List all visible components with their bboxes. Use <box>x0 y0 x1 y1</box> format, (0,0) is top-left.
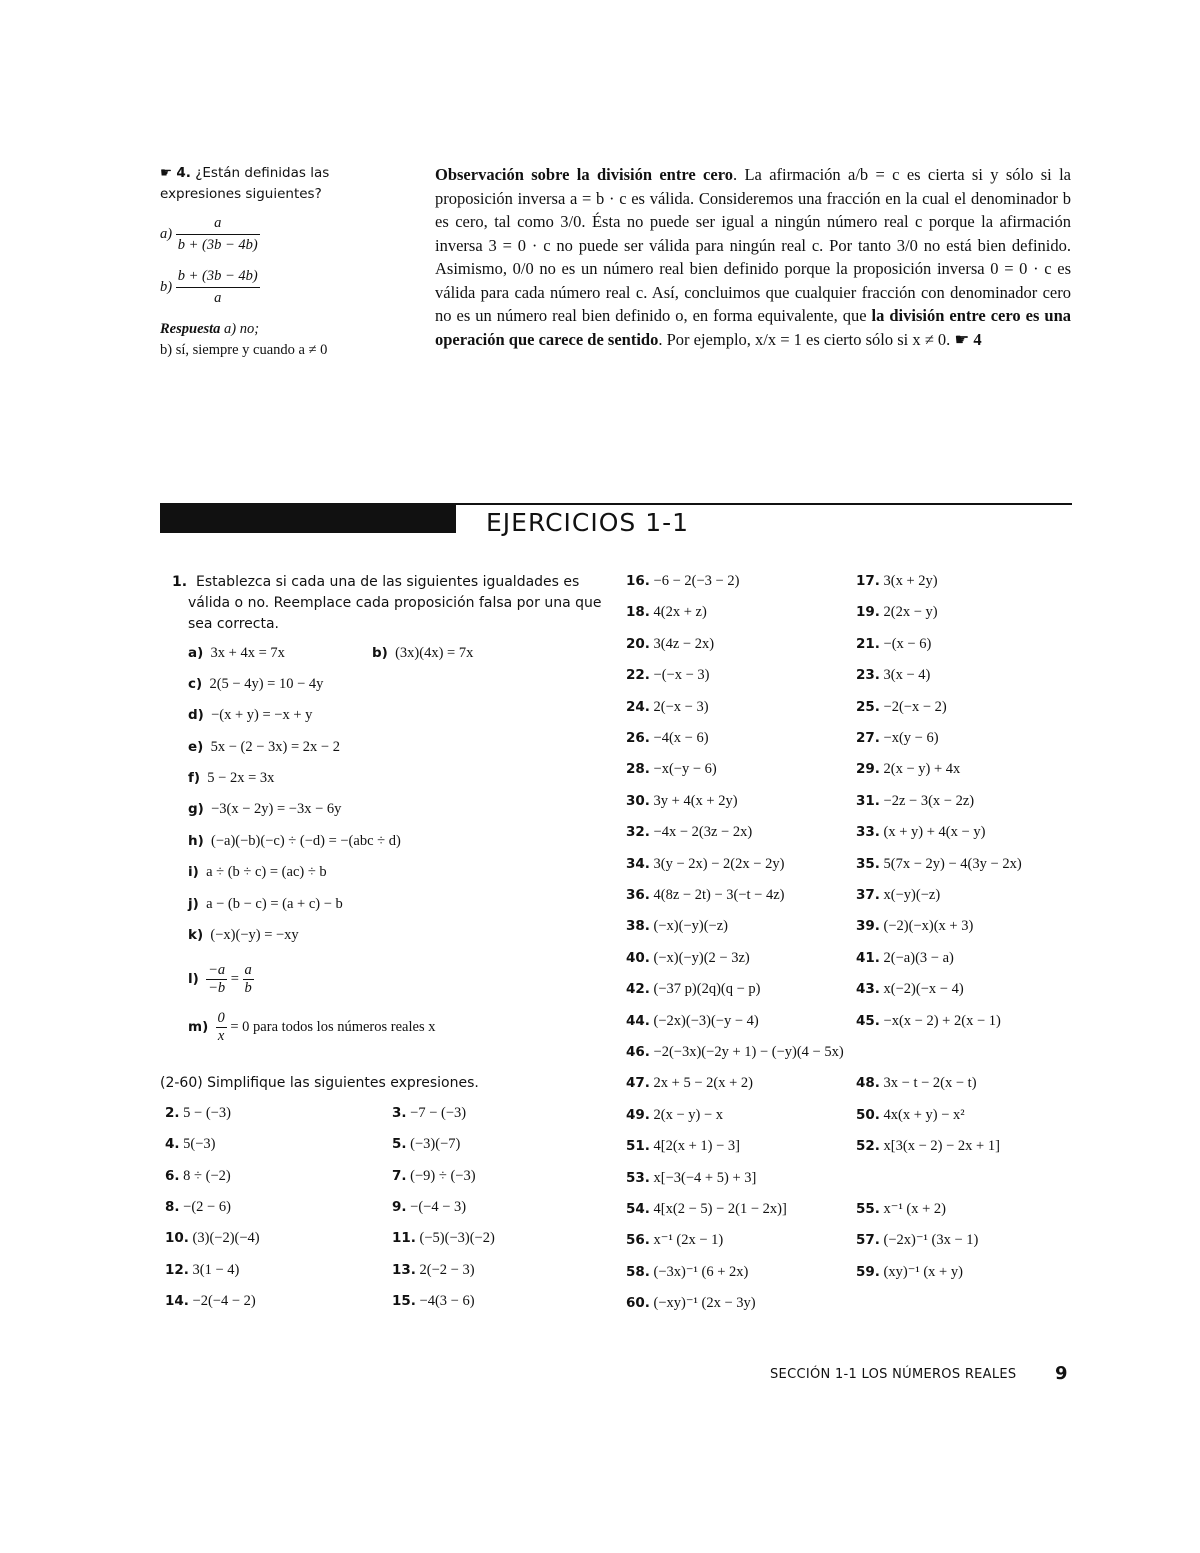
exercise-expression: −2(−x − 2) <box>883 698 947 715</box>
item-label: l) <box>188 970 199 987</box>
exercise-1-item <box>188 770 274 787</box>
exercise-1-item <box>188 927 299 944</box>
margin-note <box>160 163 410 361</box>
numerator: a <box>244 962 252 978</box>
exercise-number: 23. <box>856 667 880 684</box>
item-label: e) <box>188 739 204 755</box>
exercise-number: 34. <box>626 855 650 872</box>
exercise-expression: x⁻¹ (2x − 1) <box>653 1232 724 1249</box>
fraction: $\frac{b + (3b - 4b)}{a}$ <box>177 268 258 306</box>
exercise-item <box>856 1107 965 1124</box>
exercise-number: 7. <box>392 1167 407 1184</box>
exercise-expression: 2(x − y) − x <box>653 1106 724 1123</box>
exercise-item <box>626 887 785 904</box>
exercise-item <box>856 573 938 590</box>
exercise-item <box>626 918 728 935</box>
fraction <box>216 1010 227 1045</box>
exercise-expression: −x(y − 6) <box>883 730 939 746</box>
exercise-1: 1. Establezca si cada una de las siguientes igualdades es válida o no. Reemplace cada proposición falsa por una que sea correcta. <box>172 574 602 632</box>
exercise-expression: −(2 − 6) <box>183 1198 231 1215</box>
exercise-number: 43. <box>856 981 880 998</box>
exercise-expression: 2(2x − y) <box>883 604 938 621</box>
exercise-number: 50. <box>856 1106 880 1123</box>
pointing-hand-icon: ☛ <box>160 165 173 181</box>
exercise-item <box>626 636 714 653</box>
exercise-item <box>856 1138 1000 1155</box>
exercise-expression: 5(7x − 2y) − 4(3y − 2x) <box>883 855 1022 872</box>
observation-paragraph: Observación sobre la división entre cero. La afirmación a/b = c es cierta si y sólo si la proposición inversa a = b · c es válida. Consideremos una fracción en la cual el denominador b es cero, tal como 3/0. Ésta no puede ser igual a ningún número real c porque la afirmación inversa 3 = 0 · c no puede ser válida para ningún real c. Por tanto 3/0 no está bien definido. Asimismo, 0/0 no es un número real bien definido porque la proposición inversa 0 = 0 · c es válida para cada número real c. Así, concluimos que cualquier fracción con denominador cero no es un número real bien definido o, en forma equivalente, que la división entre cero es una operación que carece de sentido. Por ejemplo, x/x = 1 es cierto sólo si x ≠ 0. ☛ 4 <box>435 165 1071 349</box>
exercise-item <box>392 1230 495 1247</box>
exercise-expression: 5 − (−3) <box>183 1105 231 1121</box>
exercise-item <box>856 1075 977 1092</box>
section-bar <box>160 505 456 533</box>
exercise-number: 24. <box>626 698 650 715</box>
exercise-number: 18. <box>626 604 650 621</box>
exercise-item <box>626 1075 753 1092</box>
exercise-item <box>392 1105 466 1122</box>
exercise-item <box>626 824 752 841</box>
margin-note-answer-b: b) sí, siempre y cuando a ≠ 0 <box>160 342 328 358</box>
exercise-item <box>856 730 939 747</box>
exercise-item <box>856 1013 1001 1030</box>
exercise-item <box>856 856 1022 873</box>
exercise-item <box>626 793 738 810</box>
exercise-expression: −x(−y − 6) <box>653 761 717 778</box>
exercise-expression: −2(−4 − 2) <box>192 1292 256 1309</box>
exercise-item <box>856 636 931 653</box>
item-text: 2(5 − 4y) = 10 − 4y <box>209 676 324 692</box>
item-text: 5x − (2 − 3x) = 2x − 2 <box>210 739 340 755</box>
exercise-number: 26. <box>626 730 650 746</box>
exercise-expression: (−3x)⁻¹ (6 + 2x) <box>653 1263 749 1280</box>
exercise-number: 3. <box>392 1105 407 1121</box>
denominator: b <box>244 980 252 996</box>
exercise-expression: −(−4 − 3) <box>410 1198 467 1215</box>
exercise-item <box>626 856 784 873</box>
exercise-1-item <box>188 801 341 818</box>
exercise-item <box>626 1138 740 1155</box>
item-text: a − (b − c) = (a + c) − b <box>206 896 343 912</box>
exercise-item <box>165 1199 231 1216</box>
exercise-expression: 2(−2 − 3) <box>419 1261 475 1278</box>
exercise-item <box>626 604 707 621</box>
exercise-expression: (−9) ÷ (−3) <box>410 1167 476 1184</box>
exercise-number: 59. <box>856 1263 880 1280</box>
exercise-item <box>856 950 954 967</box>
exercise-number: 16. <box>626 573 650 589</box>
exercise-expression: −2(−3x)(−2y + 1) − (−y)(4 − 5x) <box>653 1044 844 1060</box>
exercise-item <box>856 981 964 998</box>
exercise-item <box>856 887 940 904</box>
item-label: j) <box>188 896 199 912</box>
page-number: 9 <box>1055 1363 1068 1384</box>
item-text: (−a)(−b)(−c) ÷ (−d) = −(abc ÷ d) <box>211 833 401 849</box>
exercise-expression: x⁻¹ (x + 2) <box>883 1201 947 1217</box>
exercise-expression: (xy)⁻¹ (x + y) <box>883 1263 963 1280</box>
exercise-number: 4. <box>165 1136 180 1153</box>
fraction <box>243 962 254 997</box>
exercise-expression: 3(y − 2x) − 2(2x − 2y) <box>653 855 785 872</box>
exercise-number: 60. <box>626 1295 650 1312</box>
exercise-item <box>165 1262 239 1279</box>
exercise-expression: −(−x − 3) <box>653 667 710 684</box>
exercise-1-item <box>188 676 323 693</box>
numerator: −a <box>208 962 226 978</box>
exercise-expression: (−3)(−7) <box>410 1136 461 1153</box>
item-text: 3x + 4x = 7x <box>210 645 285 661</box>
exercise-expression: (−37 p)(2q)(q − p) <box>653 981 761 998</box>
item-label: h) <box>188 833 204 849</box>
exercise-expression: 3y + 4(x + 2y) <box>653 792 738 809</box>
exercise-expression: (−x)(−y)(2 − 3z) <box>653 949 750 966</box>
exercise-item <box>626 1232 723 1249</box>
exercise-item <box>165 1293 256 1310</box>
exercise-item <box>392 1168 476 1185</box>
exercise-expression: (x + y) + 4(x − y) <box>883 824 986 841</box>
exercise-expression: (−2)(−x)(x + 3) <box>883 918 974 935</box>
item-text: −3(x − 2y) = −3x − 6y <box>211 801 342 817</box>
exercise-expression: 4(2x + z) <box>653 604 707 621</box>
exercise-number: 44. <box>626 1012 650 1029</box>
exercise-1-item <box>188 645 285 662</box>
observation-ref: 4 <box>973 329 982 349</box>
exercise-number: 20. <box>626 635 650 652</box>
exercise-1-item <box>188 864 327 881</box>
item-text: a ÷ (b ÷ c) = (ac) ÷ b <box>206 864 327 880</box>
exercise-number: 13. <box>392 1261 416 1278</box>
exercise-number: 6. <box>165 1167 180 1184</box>
exercise-expression: 4x(x + y) − x² <box>883 1106 965 1123</box>
exercise-number: 38. <box>626 918 650 935</box>
exercise-expression: x(−2)(−x − 4) <box>883 981 964 998</box>
exercise-expression: 4[2(x + 1) − 3] <box>653 1138 740 1155</box>
exercise-number: 58. <box>626 1263 650 1280</box>
item-label: m) <box>188 1018 209 1035</box>
exercise-number: 21. <box>856 635 880 652</box>
exercise-expression: x[−3(−4 + 5) + 3] <box>653 1169 757 1186</box>
margin-note-number: 4. <box>176 165 191 181</box>
item-text: = 0 para todos los números reales x <box>230 1018 436 1035</box>
exercise-number: 57. <box>856 1232 880 1249</box>
fraction: $\frac{a}{b + (3b - 4b)}$ <box>177 215 258 253</box>
exercise-item <box>626 761 717 778</box>
exercise-item <box>626 1170 756 1187</box>
exercise-item <box>856 1201 946 1218</box>
exercise-1-item <box>372 645 473 662</box>
exercise-expression: −4x − 2(3z − 2x) <box>653 824 753 841</box>
fraction <box>206 962 227 997</box>
exercise-number: 11. <box>392 1230 416 1247</box>
exercise-number: 37. <box>856 887 880 903</box>
exercise-expression: 2(−a)(3 − a) <box>883 949 954 966</box>
equals-sign: = <box>230 970 239 987</box>
pointing-hand-icon: ☛ <box>954 329 970 349</box>
exercise-number: 32. <box>626 824 650 841</box>
section-title: EJERCICIOS 1-1 <box>486 508 690 537</box>
exercise-expression: 3(4z − 2x) <box>653 635 715 652</box>
exercise-number: 25. <box>856 698 880 715</box>
item-label: c) <box>188 676 203 692</box>
exercise-expression: 4(8z − 2t) − 3(−t − 4z) <box>653 887 785 903</box>
exercise-1-item <box>188 896 343 913</box>
exercise-expression: 2x + 5 − 2(x + 2) <box>653 1075 753 1092</box>
exercise-expression: 4[x(2 − 5) − 2(1 − 2x)] <box>653 1201 787 1217</box>
exercise-number: 2. <box>165 1105 180 1121</box>
exercise-item <box>626 573 739 590</box>
exercise-expression: −2z − 3(x − 2z) <box>883 792 975 809</box>
item-text: (3x)(4x) = 7x <box>395 645 474 661</box>
margin-note-question: ¿Están definidas las expresiones siguientes? <box>160 165 330 202</box>
exercise-expression: (−2x)⁻¹ (3x − 1) <box>883 1232 979 1249</box>
exercise-number: 10. <box>165 1230 189 1247</box>
exercise-expression: (−x)(−y)(−z) <box>653 918 728 935</box>
exercise-expression: (3)(−2)(−4) <box>192 1230 260 1247</box>
exercise-expression: (−2x)(−3)(−y − 4) <box>653 1012 759 1029</box>
exercise-number: 46. <box>626 1044 650 1060</box>
exercise-expression: 5(−3) <box>183 1136 216 1153</box>
exercise-item <box>626 1201 787 1218</box>
margin-note-b: b) $\frac{b + (3b - 4b)}{a}$ <box>160 266 410 309</box>
exercise-item <box>626 1044 844 1061</box>
exercise-expression: 3(1 − 4) <box>192 1261 240 1278</box>
item-text: (−x)(−y) = −xy <box>210 927 299 943</box>
exercise-item <box>626 699 709 716</box>
exercise-number: 51. <box>626 1138 650 1155</box>
exercise-number: 9. <box>392 1198 407 1215</box>
exercise-number: 30. <box>626 792 650 809</box>
margin-note-a: a) $\frac{a}{b + (3b - 4b)}$ <box>160 213 410 256</box>
denominator: x <box>217 1028 225 1044</box>
exercise-item <box>626 1107 723 1124</box>
exercise-item <box>856 793 974 810</box>
exercise-number: 42. <box>626 981 650 998</box>
exercise-number: 5. <box>392 1136 407 1153</box>
numerator: 0 <box>217 1010 225 1026</box>
exercise-number: 33. <box>856 824 880 841</box>
exercise-1-item <box>188 707 312 724</box>
exercise-expression: (−5)(−3)(−2) <box>419 1230 495 1247</box>
simplify-intro: (2-60) Simplifique las siguientes expresiones. <box>160 1075 479 1091</box>
observation-heading: Observación sobre la división entre cero <box>435 165 733 184</box>
exercise-number: 39. <box>856 918 880 935</box>
exercise-item <box>165 1105 231 1122</box>
margin-note-answer: Respuesta a) no; <box>160 321 260 337</box>
exercise-item <box>392 1199 466 1216</box>
exercise-item <box>626 981 761 998</box>
exercise-item <box>165 1136 216 1153</box>
exercise-number: 22. <box>626 667 650 684</box>
exercise-1-item <box>188 833 401 850</box>
exercise-item <box>392 1293 475 1310</box>
exercise-expression: 3(x + 2y) <box>883 573 938 589</box>
exercise-expression: 3x − t − 2(x − t) <box>883 1075 977 1092</box>
item-label: g) <box>188 801 204 817</box>
item-label: i) <box>188 864 199 880</box>
exercise-number: 54. <box>626 1201 650 1217</box>
denominator: −b <box>208 980 226 996</box>
exercise-expression: 8 ÷ (−2) <box>183 1167 231 1184</box>
exercise-number: 48. <box>856 1075 880 1092</box>
exercise-item <box>856 699 947 716</box>
exercise-number: 55. <box>856 1201 880 1217</box>
exercise-expression: −(x − 6) <box>883 635 932 652</box>
exercise-number: 47. <box>626 1075 650 1092</box>
exercise-item <box>856 1232 978 1249</box>
exercise-number: 53. <box>626 1169 650 1186</box>
exercise-expression: 3(x − 4) <box>883 667 931 684</box>
exercise-item <box>392 1136 460 1153</box>
exercise-item <box>626 730 709 747</box>
exercise-item <box>392 1262 475 1279</box>
exercise-number: 49. <box>626 1106 650 1123</box>
item-text: 5 − 2x = 3x <box>207 770 275 786</box>
exercise-number: 56. <box>626 1232 650 1249</box>
exercise-number: 45. <box>856 1012 880 1029</box>
exercise-item <box>856 824 985 841</box>
exercise-expression: 2(−x − 3) <box>653 698 709 715</box>
exercise-item <box>856 761 960 778</box>
exercise-1-item <box>188 1010 435 1045</box>
exercise-expression: −7 − (−3) <box>410 1105 467 1121</box>
exercise-item <box>856 667 930 684</box>
exercise-number: 28. <box>626 761 650 778</box>
exercise-expression: (−xy)⁻¹ (2x − 3y) <box>653 1295 756 1312</box>
item-label: a) <box>188 645 204 661</box>
exercise-number: 27. <box>856 730 880 746</box>
exercise-number: 36. <box>626 887 650 903</box>
item-label: k) <box>188 927 204 943</box>
exercise-number: 29. <box>856 761 880 778</box>
exercise-number: 19. <box>856 604 880 621</box>
exercise-expression: −4(x − 6) <box>653 730 709 746</box>
exercise-expression: x(−y)(−z) <box>883 887 941 903</box>
exercise-1-instruction: Establezca si cada una de las siguientes igualdades es válida o no. Reemplace cada proposición falsa por una que sea correcta. <box>188 574 602 632</box>
exercise-number: 41. <box>856 949 880 966</box>
exercise-number: 14. <box>165 1292 189 1309</box>
exercise-expression: −x(x − 2) + 2(x − 1) <box>883 1012 1001 1029</box>
exercise-expression: −4(3 − 6) <box>419 1292 475 1309</box>
exercise-expression: −6 − 2(−3 − 2) <box>653 573 740 589</box>
item-text: −(x + y) = −x + y <box>211 707 313 723</box>
exercise-1-item <box>188 739 340 756</box>
exercise-item <box>626 1295 756 1312</box>
exercise-item <box>626 1264 748 1281</box>
item-label: b) <box>372 645 388 661</box>
exercise-number: 12. <box>165 1261 189 1278</box>
exercise-number: 35. <box>856 855 880 872</box>
exercise-number: 15. <box>392 1292 416 1309</box>
exercise-item <box>626 1013 759 1030</box>
exercise-item <box>856 604 938 621</box>
footer-section: SECCIÓN 1-1 LOS NÚMEROS REALES <box>770 1367 1017 1382</box>
exercise-number: 31. <box>856 792 880 809</box>
exercise-item <box>165 1168 231 1185</box>
exercise-item <box>165 1230 260 1247</box>
exercise-1-item <box>188 962 254 997</box>
item-label: d) <box>188 707 204 723</box>
exercise-number: 17. <box>856 573 880 589</box>
exercise-item <box>626 667 710 684</box>
item-label: f) <box>188 770 201 786</box>
exercise-number: 8. <box>165 1198 180 1215</box>
exercise-number: 40. <box>626 949 650 966</box>
exercise-item <box>626 950 750 967</box>
exercise-number: 52. <box>856 1138 880 1155</box>
exercise-expression: 2(x − y) + 4x <box>883 761 961 778</box>
exercise-item <box>856 918 973 935</box>
exercise-item <box>856 1264 963 1281</box>
exercise-expression: x[3(x − 2) − 2x + 1] <box>883 1138 1000 1155</box>
